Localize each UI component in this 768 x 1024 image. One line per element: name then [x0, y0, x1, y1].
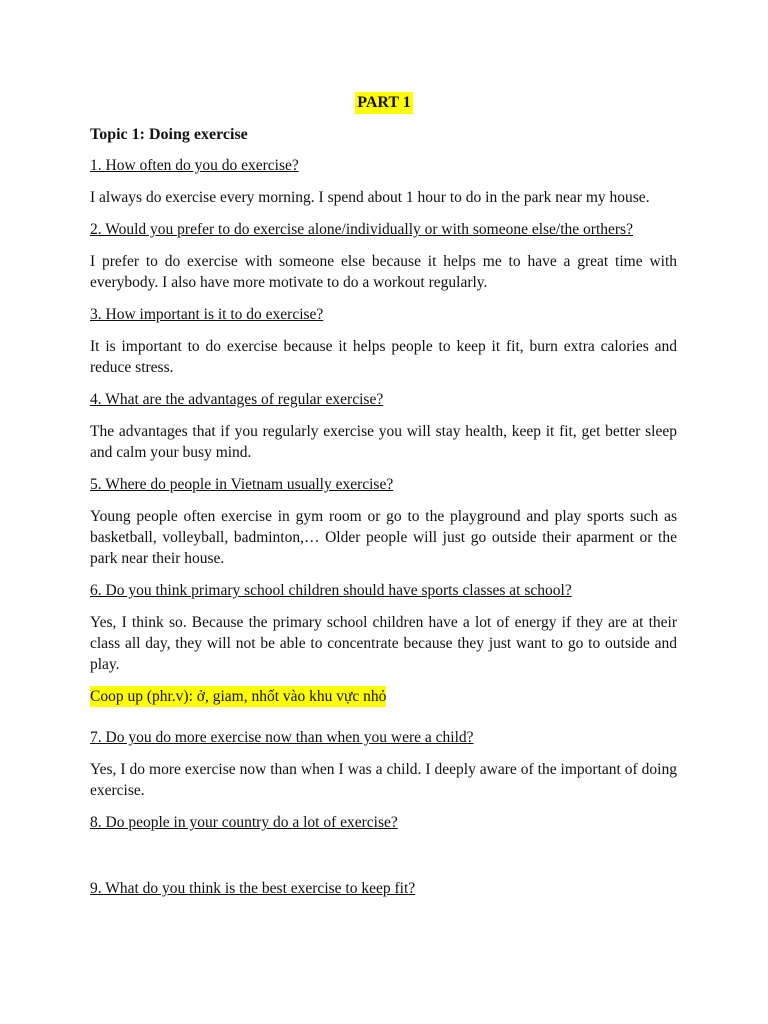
question-8: 8. Do people in your country do a lot of exercise?	[90, 814, 398, 831]
part-title: PART 1	[355, 92, 413, 114]
answer-6: Yes, I think so. Because the primary school children have a lot of energy if they are at their class all day, they will not be able to concentrate because they just want to go to outside and play.	[90, 614, 677, 673]
question-1: 1. How often do you do exercise?	[90, 157, 299, 174]
question-4: 4. What are the advantages of regular exercise?	[90, 391, 384, 408]
answer-2: I prefer to do exercise with someone else because it helps me to have a great time with everybody. I also have more motivate to do a workout regularly.	[90, 253, 677, 291]
answer-8-blank	[90, 844, 677, 878]
question-7: 7. Do you do more exercise now than when you were a child?	[90, 729, 474, 746]
vocab-note-wrap	[90, 686, 677, 718]
answer-7: Yes, I do more exercise now than when I was a child. I deeply aware of the important of doing exercise.	[90, 761, 677, 799]
qa-list	[90, 155, 677, 910]
answer-3: It is important to do exercise because it helps people to keep it fit, burn extra calories and reduce stress.	[90, 338, 677, 376]
question-3: 3. How important is it to do exercise?	[90, 306, 324, 323]
question-5: 5. Where do people in Vietnam usually exercise?	[90, 476, 394, 493]
answer-4: The advantages that if you regularly exercise you will stay health, keep it fit, get better sleep and calm your busy mind.	[90, 423, 677, 461]
question-2: 2. Would you prefer to do exercise alone/individually or with someone else/the orthers?	[90, 221, 633, 238]
answer-5: Young people often exercise in gym room or go to the playground and play sports such as basketball, volleyball, badminton,… Older people will just go outside their aparment or the park near their house.	[90, 508, 677, 567]
topic-heading: Topic 1: Doing exercise	[90, 126, 248, 143]
vocab-note: Coop up (phr.v): ở, giam, nhốt vào khu vực nhỏ	[90, 688, 387, 705]
answer-1: I always do exercise every morning. I spend about 1 hour to do in the park near my house.	[90, 189, 650, 206]
part-title-wrap	[0, 92, 768, 114]
question-6: 6. Do you think primary school children should have sports classes at school?	[90, 582, 572, 599]
question-9: 9. What do you think is the best exercise to keep fit?	[90, 880, 416, 897]
